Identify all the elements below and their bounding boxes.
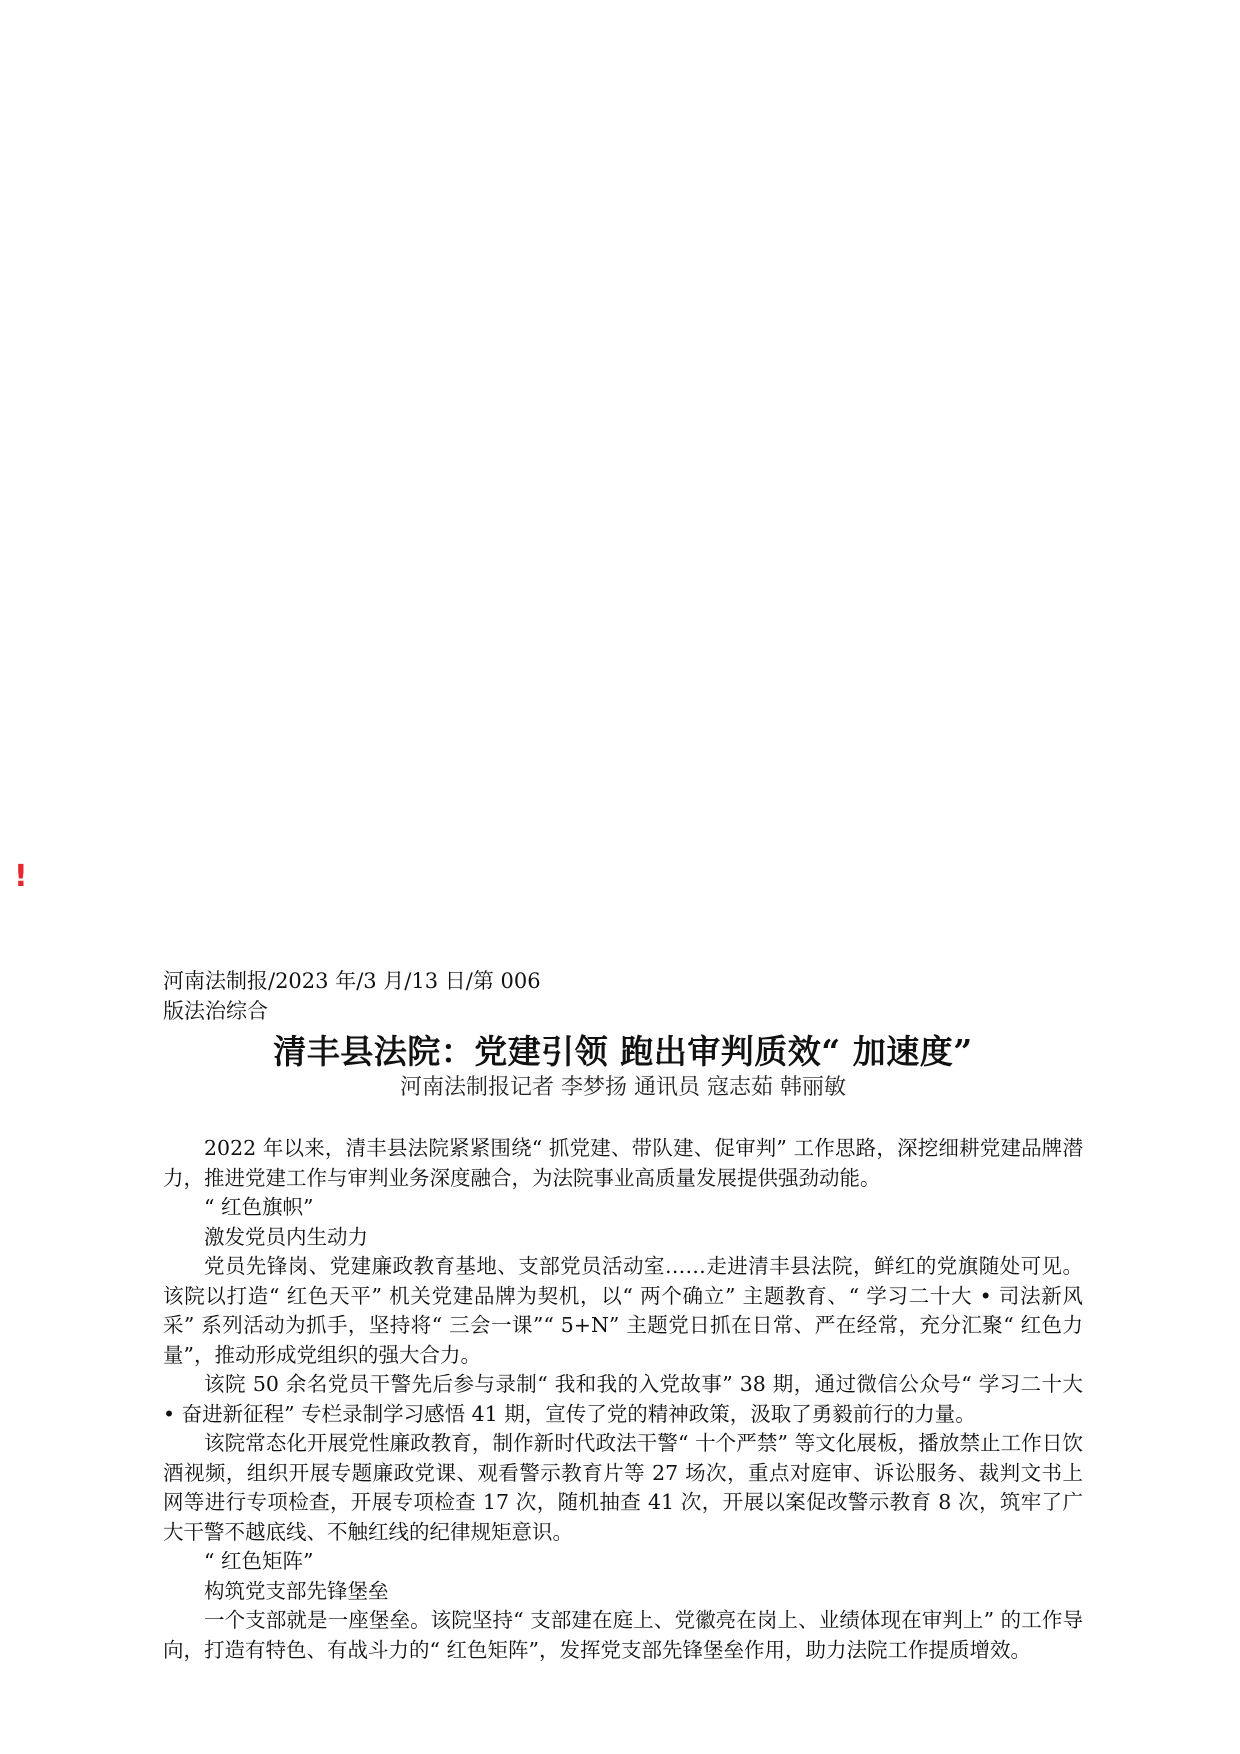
red-exclamation-mark: ! [14, 859, 28, 894]
paragraph-body: 党员先锋岗、党建廉政教育基地、支部党员活动室……走进清丰县法院，鲜红的党旗随处可见。该院以打造“ 红色天平” 机关党建品牌为契机，以“ 两个确立” 主题教育、“ 学习二十大 • 司法新风采” 系列活动为抓手，坚持将“ 三会一课”“ 5+N” 主题党日抓在日常、严在经常，充分汇聚“ 红色力量”，推动形成党组织的强大合力。 [163, 1254, 1083, 1367]
section-heading-red-matrix: “ 红色矩阵” [204, 1549, 314, 1573]
section-heading-red-flag: “ 红色旗帜” [204, 1195, 314, 1219]
source-section: 版法治综合 [163, 999, 268, 1023]
article-title: 清丰县法院：党建引领 跑出审判质效“ 加速度” [273, 1032, 973, 1071]
article [163, 966, 1083, 1665]
paragraph-intro: 2022 年以来，清丰县法院紧紧围绕“ 抓党建、带队建、促审判” 工作思路，深挖细耕党建品牌潜力，推进党建工作与审判业务深度融合，为法院事业高质量发展提供强劲动能。 [163, 1136, 1083, 1190]
paragraph-body: 一个支部就是一座堡垒。该院坚持“ 支部建在庭上、党徽亮在岗上、业绩体现在审判上” 的工作导向，打造有特色、有战斗力的“ 红色矩阵”，发挥党支部先锋堡垒作用，助力法院工作提质增效。 [163, 1608, 1083, 1662]
section-subheading-fortress: 构筑党支部先锋堡垒 [204, 1578, 389, 1603]
paragraph-body: 该院常态化开展党性廉政教育，制作新时代政法干警“ 十个严禁” 等文化展板，播放禁止工作日饮酒视频，组织开展专题廉政党课、观看警示教育片等 27 场次，重点对庭审、诉讼服务、裁判文书上网等进行专项检查，开展专项检查 17 次，随机抽查 41 次，开展以案促改警示教育 8 次，筑牢了广大干警不越底线、不触红线的纪律规矩意识。 [163, 1431, 1083, 1544]
byline: 河南法制报记者 李梦扬 通讯员 寇志茹 韩丽敏 [400, 1075, 846, 1100]
source-line: 河南法制报/2023 年/3 月/13 日/第 006 [163, 969, 541, 993]
section-subheading-motivation: 激发党员内生动力 [204, 1224, 368, 1249]
paragraph-body: 该院 50 余名党员干警先后参与录制“ 我和我的入党故事” 38 期，通过微信公众号“ 学习二十大 • 奋进新征程” 专栏录制学习感悟 41 期，宣传了党的精神政策，汲取了勇毅前行的力量。 [163, 1372, 1083, 1426]
